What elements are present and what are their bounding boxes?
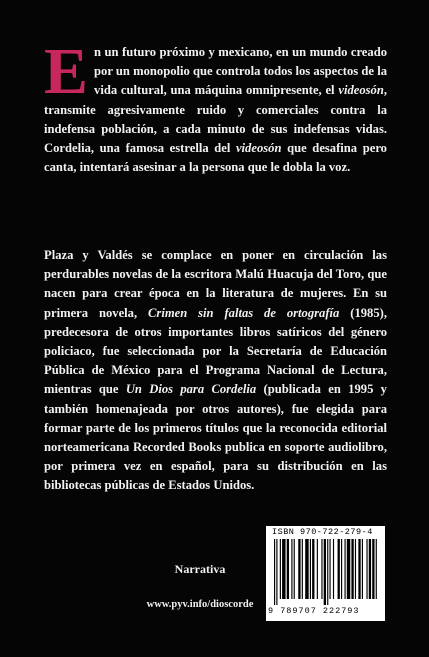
barcode-bar xyxy=(282,539,285,599)
barcode-bar xyxy=(291,539,292,599)
barcode-bar xyxy=(305,539,308,599)
blurb-italic-1: Crimen sin faltas de ortografía xyxy=(148,305,340,320)
barcode-bar xyxy=(274,539,275,605)
barcode-bar xyxy=(294,539,295,599)
blurb-text-1: Plaza y Valdés se complace en poner en circulación las perdurables novelas de la escritora Malú Huacuja del Toro, que nacen para crear época en la literatura de mujeres. En su primera novela, xyxy=(44,248,387,320)
blurb-italic-2: Un Dios para Cordelia xyxy=(125,382,257,397)
barcode-bar xyxy=(366,539,367,599)
publisher-blurb-paragraph xyxy=(44,246,387,496)
barcode-bar xyxy=(358,539,360,599)
synopsis-paragraph xyxy=(44,35,387,177)
synopsis-italic-1: videosón xyxy=(338,83,384,98)
barcode-bar xyxy=(362,539,363,599)
blurb-text-3: (publicada en 1995 y también homenajeada por otros autores), fue elegida para formar parte de los primeros títulos que la reconocida editorial norteamericana Recorded Books publica en soporte audiolibro, por primera vez en español, para su distribución en las bibliotecas públicas de Estados Unidos. xyxy=(44,382,387,493)
barcode-bar xyxy=(376,539,377,599)
genre-label: Narrativa xyxy=(174,562,226,576)
synopsis-text-2: , transmite agresivamente ruido y comerciales contra la indefensa población, a cada minuto de sus indefensas vidas. Cordelia, una famosa estrella del xyxy=(44,83,387,156)
barcode-bar xyxy=(298,539,300,599)
barcode-bar xyxy=(338,539,340,599)
blurb-text-2: (1985), predecesora de otros importantes libros satíricos del género policiaco, fue seleccionada por la Secretaría de Educación Pública de México para el Programa Nacional de Lectura, mientras que xyxy=(44,305,387,397)
isbn-barcode xyxy=(266,526,385,621)
website-link[interactable]: www.pyv.info/dioscorde xyxy=(146,599,254,610)
synopsis-text-3: que desafina pero canta, intentará asesinar a la persona que le dobla la voz. xyxy=(44,141,387,175)
synopsis-text-1: n un futuro próximo y mexicano, en un mundo creado por un monopolio que controla todos los aspectos de la vida cultural, una máquina omnipresente, el xyxy=(94,45,387,98)
barcode-bar xyxy=(327,539,328,605)
barcode-bar xyxy=(317,539,318,599)
barcode-bar xyxy=(276,539,277,605)
barcode-bar xyxy=(312,539,314,599)
barcode-bar xyxy=(351,539,353,599)
barcode-bar xyxy=(333,539,334,599)
barcode-bar xyxy=(280,539,281,599)
drop-cap: E xyxy=(44,35,89,108)
barcode-bar xyxy=(369,539,371,599)
barcode-bar xyxy=(329,539,330,599)
isbn-number: ISBN 970-722-279-4 xyxy=(272,527,373,537)
barcode-bar xyxy=(372,539,374,599)
barcode-bar xyxy=(341,539,342,599)
barcode-bar xyxy=(310,539,311,599)
barcode-bar xyxy=(344,539,345,599)
barcode-bar xyxy=(355,539,356,599)
barcode-bars xyxy=(274,539,378,605)
barcode-bar xyxy=(302,539,303,599)
barcode-bar xyxy=(287,539,289,599)
synopsis-italic-2: videosón xyxy=(235,141,282,156)
barcode-bar xyxy=(324,539,326,605)
barcode-bar xyxy=(321,539,322,599)
barcode-bar xyxy=(347,539,350,599)
ean-number: 9 789707 222793 xyxy=(268,606,360,616)
